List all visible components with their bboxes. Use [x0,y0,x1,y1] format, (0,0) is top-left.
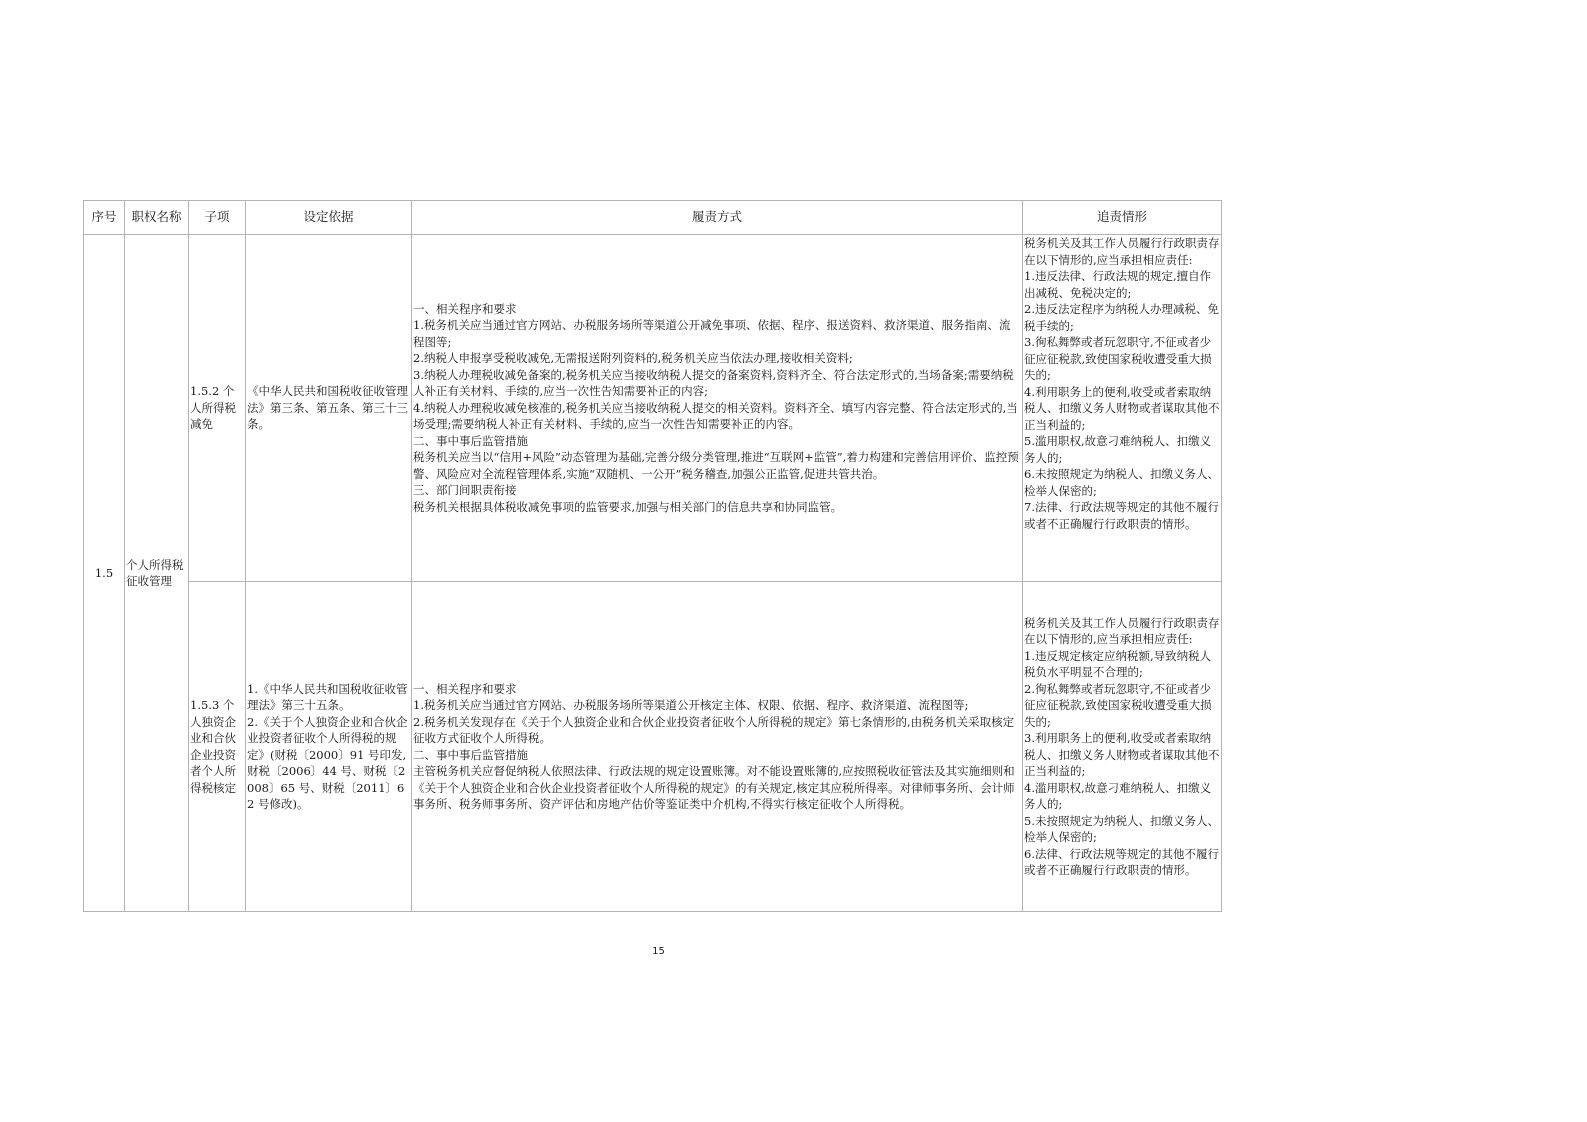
duty-line: 1.税务机关应当通过官方网站、办税服务场所等渠道公开减免事项、依据、程序、报送资料、救济渠道、服务指南、流程图等; [413,318,1011,349]
duty-line: 3.纳税人办理税收减免备案的,税务机关应当接收纳税人提交的备案资料,资料齐全、符合法定形式的,当场备案;需要纳税人补正有关材料、手续的,应当一次性告知需要补正的内容; [413,367,1014,399]
liability-line: 4.滥用职权,故意刁难纳税人、扣缴义务人的; [1024,780,1212,811]
liability-line: 税务机关及其工作人员履行行政职责存在以下情形的,应当承担相应责任: [1024,236,1220,267]
sub-cell: 1.5.3 个人独资企业和合伙企业投资者个人所得税核定 [189,582,246,912]
duty-line: 1.税务机关应当通过官方网站、办税服务场所等渠道公开核定主体、权限、依据、程序、救济渠道、流程图等; [413,698,969,712]
liability-line: 2.违反法定程序为纳税人办理减税、免税手续的; [1024,302,1219,333]
basis-line: 2.《关于个人独资企业和合伙企业投资者征收个人所得税的规定》(财税〔2000〕91 号印发,财税〔2006〕44 号、财税〔2008〕65 号、财税〔2011〕62 号修改)。 [247,714,408,811]
seq-cell: 1.5 [84,235,125,912]
duty-line: 税务机关应当以“信用+风险”动态管理为基础,完善分级分类管理,推进“互联网+监管”,着力构建和完善信用评价、监控预警、风险应对全流程管理体系,实施“双随机、一公开”税务稽查,加强公正监管,促进共管共治。 [413,450,1019,481]
duty-line: 二、事中事后监管措施 [413,747,528,762]
liability-line: 5.未按照规定为纳税人、扣缴义务人、检举人保密的; [1024,813,1219,844]
duty-table [83,200,1222,912]
name-cell: 个人所得税征收管理 [125,235,189,912]
header-sub: 子项 [189,201,246,235]
liability-line: 6.未按照规定为纳税人、扣缴义务人、检举人保密的; [1024,467,1219,498]
page-number: 15 [652,946,665,957]
header-liability: 追责情形 [1023,201,1222,235]
header-duty: 履责方式 [412,201,1023,235]
liability-line: 6.法律、行政法规等规定的其他不履行或者不正确履行行政职责的情形。 [1024,846,1219,877]
duty-line: 2.纳税人申报享受税收减免,无需报送附列资料的,税务机关应当依法办理,接收相关资料; [413,351,853,366]
duty-cell [412,235,1023,582]
table-row [84,235,1222,582]
liability-line: 7.法律、行政法规等规定的其他不履行或者不正确履行行政职责的情形。 [1024,500,1219,531]
liability-line: 1.违反法律、行政法规的规定,擅自作出减税、免税决定的; [1024,269,1212,300]
basis-cell [246,582,412,912]
header-row [84,201,1222,235]
liability-cell [1023,235,1222,582]
liability-line: 5.滥用职权,故意刁难纳税人、扣缴义务人的; [1024,434,1212,465]
liability-line: 4.利用职务上的便利,收受或者索取纳税人、扣缴义务人财物或者谋取其他不正当利益的; [1024,384,1220,432]
liability-line: 3.徇私舞弊或者玩忽职守,不征或者少征应征税款,致使国家税收遭受重大损失的; [1024,335,1212,382]
liability-cell [1023,582,1222,912]
basis-cell: 《中华人民共和国税收征收管理法》第三条、第五条、第三十三条。 [246,235,412,582]
duty-line: 税务机关根据具体税收减免事项的监管要求,加强与相关部门的信息共享和协同监管。 [413,499,843,514]
duty-line: 主管税务机关应督促纳税人依照法律、行政法规的规定设置账簿。对不能设置账簿的,应按照税收征管法及其实施细则和《关于个人独资企业和合伙企业投资者征收个人所得税的规定》的有关规定,核定其应税所得率。对律师事务所、会计师事务所、税务师事务所、资产评估和房地产估价等鉴证类中介机构,不得实行核定征收个人所得税。 [413,764,1015,811]
header-seq: 序号 [84,201,125,235]
duty-line: 2.税务机关发现存在《关于个人独资企业和合伙企业投资者征收个人所得税的规定》第七条情形的,由税务机关采取核定征收方式征收个人所得税。 [413,714,1015,745]
duty-cell [412,582,1023,912]
liability-line: 1.违反规定核定应纳税额,导致纳税人税负水平明显不合理的; [1024,648,1212,679]
liability-line: 税务机关及其工作人员履行行政职责存在以下情形的,应当承担相应责任: [1024,615,1220,646]
header-basis: 设定依据 [246,201,412,235]
basis-line: 1.《中华人民共和国税收征收管理法》第三十五条。 [247,681,408,712]
liability-line: 2.徇私舞弊或者玩忽职守,不征或者少征应征税款,致使国家税收遭受重大损失的; [1024,681,1212,729]
liability-line: 3.利用职务上的便利,收受或者索取纳税人、扣缴义务人财物或者谋取其他不正当利益的; [1024,731,1220,778]
duty-line: 4.纳税人办理税收减免核准的,税务机关应当接收纳税人提交的相关资料。资料齐全、填写内容完整、符合法定形式的,当场受理;需要纳税人补正有关材料、手续的,应当一次性告知需要补正的内容。 [413,400,1018,432]
duty-line: 一、相关程序和要求 [413,681,517,696]
header-name: 职权名称 [125,201,189,235]
duty-line: 二、事中事后监管措施 [413,433,528,448]
duty-line: 三、部门间职责衔接 [413,483,517,498]
table-row [84,582,1222,912]
duty-line: 一、相关程序和要求 [413,301,517,316]
sub-cell: 1.5.2 个人所得税减免 [189,235,246,582]
